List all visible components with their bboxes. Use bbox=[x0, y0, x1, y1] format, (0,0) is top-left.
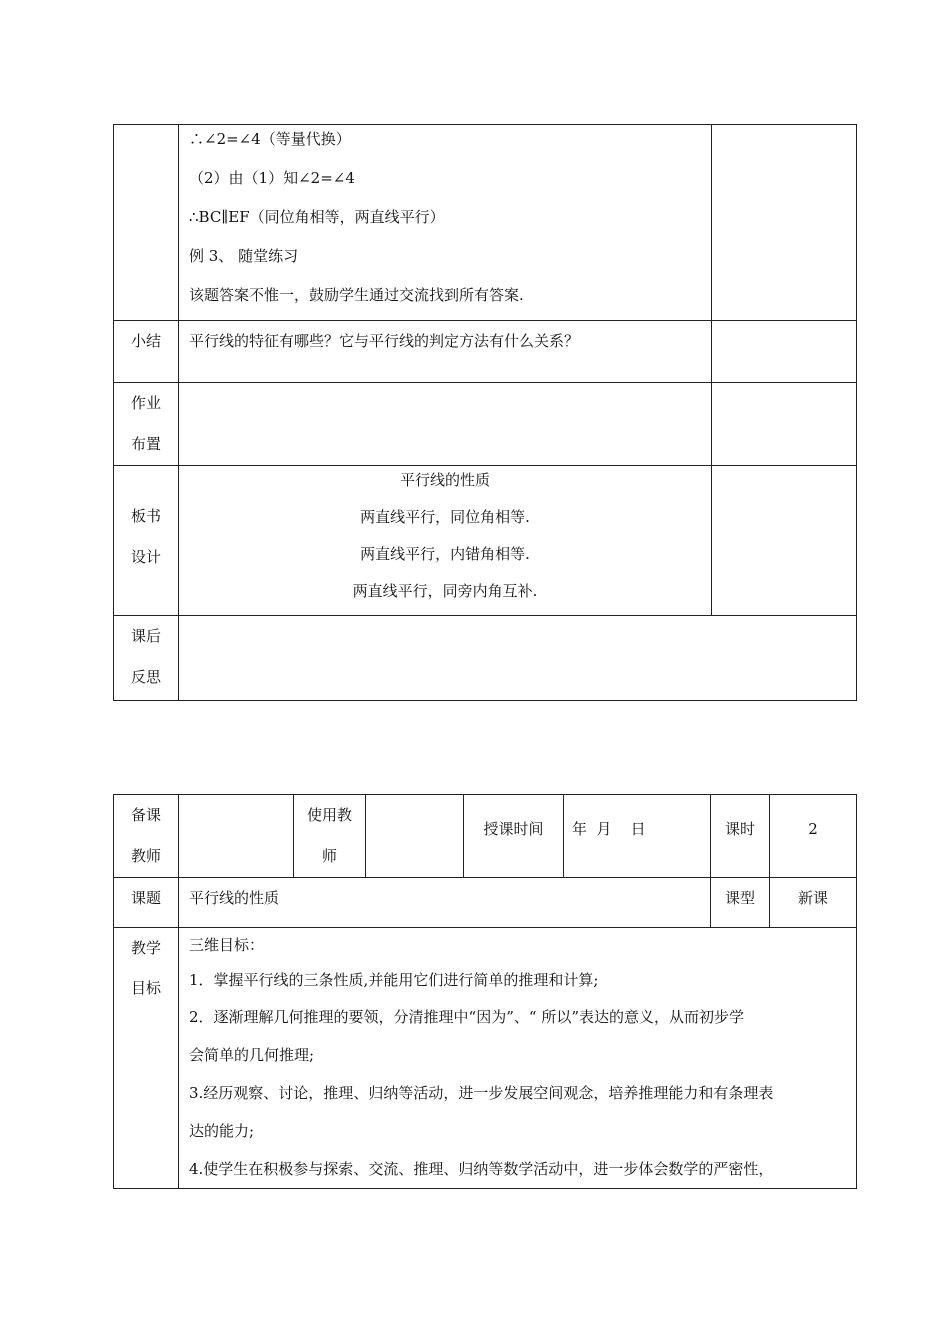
board-title: 平行线的性质 bbox=[399, 471, 490, 489]
goal-line: 会简单的几何推理; bbox=[189, 1046, 315, 1064]
goal-line: 1．掌握平行线的三条性质,并能用它们进行简单的推理和计算; bbox=[189, 971, 599, 989]
homework-content bbox=[179, 383, 712, 466]
period-value: 2 bbox=[770, 795, 857, 878]
summary-label: 小结 bbox=[114, 321, 179, 383]
goal-line: 4.使学生在积极参与探索、交流、推理、归纳等数学活动中，进一步体会数学的严密性， bbox=[189, 1160, 774, 1178]
example-line: 例 3、 随堂练习 bbox=[189, 247, 299, 265]
type-value: 新课 bbox=[770, 878, 857, 928]
board-line: 两直线平行，同旁内角互补. bbox=[352, 582, 538, 600]
reflection-content bbox=[179, 616, 857, 701]
type-label: 课型 bbox=[711, 878, 770, 928]
board-design-content bbox=[179, 466, 712, 616]
note-line: 该题答案不惟一，鼓励学生通过交流找到所有答案. bbox=[189, 286, 524, 304]
board-line: 两直线平行，内错角相等. bbox=[360, 545, 530, 563]
topic-label: 课题 bbox=[114, 878, 179, 928]
period-label: 课时 bbox=[711, 795, 770, 878]
proof-line: ∴BC∥EF（同位角相等，两直线平行） bbox=[189, 208, 445, 226]
goal-line: 3.经历观察、讨论，推理、归纳等活动，进一步发展空间观念，培养推理能力和有条理表 bbox=[189, 1084, 774, 1102]
empty-label-cell bbox=[114, 125, 179, 321]
summary-text: 平行线的特征有哪些？它与平行线的判定方法有什么关系？ bbox=[179, 321, 712, 383]
empty-side-cell bbox=[712, 125, 857, 321]
user-teacher-value bbox=[366, 795, 464, 878]
prep-teacher-value bbox=[179, 795, 294, 878]
goal-line: 达的能力; bbox=[189, 1122, 255, 1140]
goal-title: 三维目标： bbox=[189, 936, 265, 954]
class-time-label: 授课时间 bbox=[464, 795, 564, 878]
board-design-label: 板书 设计 bbox=[114, 466, 179, 616]
reflection-label: 课后 反思 bbox=[114, 616, 179, 701]
teaching-goal-label: 教学 目标 bbox=[114, 928, 179, 1189]
lesson-plan-header-table bbox=[113, 794, 857, 1189]
teaching-goal-content bbox=[179, 928, 857, 1189]
proof-line: （2）由（1）知∠2=∠4 bbox=[189, 169, 355, 187]
proof-line: ∴∠2=∠4（等量代换） bbox=[189, 130, 351, 148]
topic-value: 平行线的性质 bbox=[179, 878, 711, 928]
class-date-value: 年 月 日 bbox=[564, 795, 711, 878]
board-line: 两直线平行，同位角相等. bbox=[360, 508, 530, 526]
empty-side-cell bbox=[712, 321, 857, 383]
homework-label: 作业 布置 bbox=[114, 383, 179, 466]
proof-content-cell bbox=[179, 125, 712, 321]
empty-side-cell bbox=[712, 383, 857, 466]
prep-teacher-label: 备课 教师 bbox=[114, 795, 179, 878]
lesson-table-continued bbox=[113, 124, 857, 701]
empty-side-cell bbox=[712, 466, 857, 616]
goal-line: 2．逐渐理解几何推理的要领，分清推理中“因为”、“ 所以”表达的意义，从而初步学 bbox=[189, 1008, 744, 1026]
user-teacher-label: 使用教 师 bbox=[294, 795, 366, 878]
